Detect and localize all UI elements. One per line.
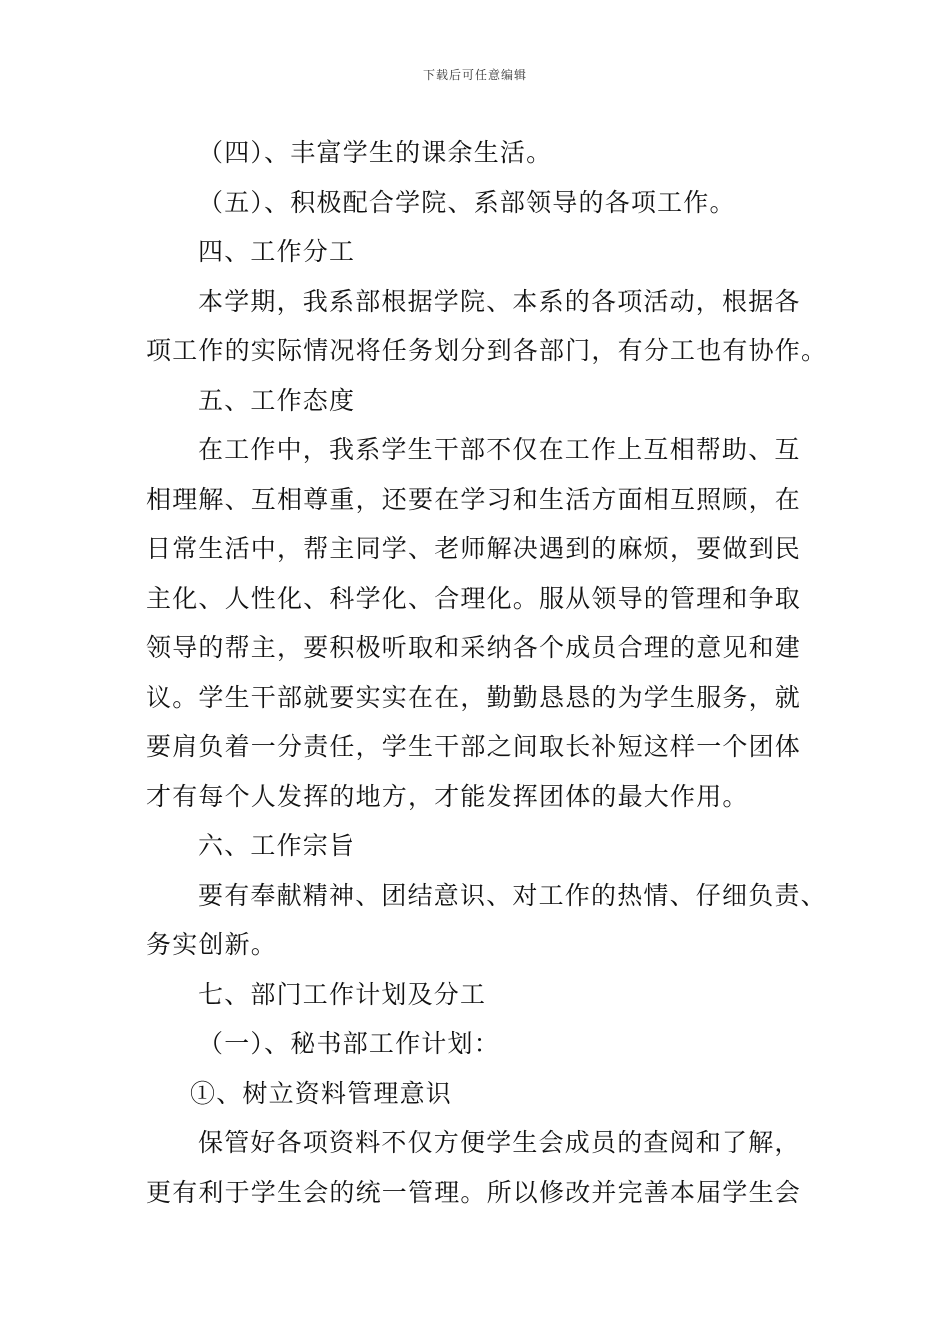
paragraph-line: 领导的帮主，要积极听取和采纳各个成员合理的意见和建 bbox=[146, 633, 802, 662]
paragraph-line: 保管好各项资料不仅方便学生会成员的查阅和了解， bbox=[198, 1128, 801, 1157]
paragraph-line: 日常生活中，帮主同学、老师解决遇到的麻烦，要做到民 bbox=[146, 534, 802, 563]
paragraph-line: 才有每个人发挥的地方，才能发挥团体的最大作用。 bbox=[146, 781, 749, 811]
text-line: （四）、丰富学生的课余生活。 bbox=[198, 138, 553, 167]
paragraph-line: 本学期，我系部根据学院、本系的各项活动，根据各 bbox=[198, 286, 801, 316]
section-heading: 六、工作宗旨 bbox=[198, 831, 356, 860]
section-heading: 五、工作态度 bbox=[198, 385, 356, 415]
section-heading: 四、工作分工 bbox=[198, 237, 356, 266]
paragraph-line: 主化、人性化、科学化、合理化。服从领导的管理和争取 bbox=[146, 583, 802, 613]
paragraph-line: 相理解、互相尊重，还要在学习和生活方面相互照顾，在 bbox=[146, 484, 802, 514]
paragraph-line: 议。学生干部就要实实在在，勤勤恳恳的为学生服务，就 bbox=[146, 682, 802, 712]
text-line: （五）、积极配合学院、系部领导的各项工作。 bbox=[198, 187, 736, 217]
paragraph-line: 要有奉献精神、团结意识、对工作的热情、仔细负责、 bbox=[198, 880, 827, 910]
page-header: 下载后可任意编辑 bbox=[422, 68, 527, 82]
paragraph-line: 务实创新。 bbox=[146, 930, 278, 959]
paragraph-line: 在工作中，我系学生干部不仅在工作上互相帮助、互 bbox=[198, 435, 801, 464]
paragraph-line: 更有利于学生会的统一管理。所以修改并完善本届学生会 bbox=[146, 1177, 802, 1207]
subsection-heading: （一）、秘书部工作计划： bbox=[198, 1029, 500, 1058]
paragraph-line: 项工作的实际情况将任务划分到各部门，有分工也有协作。 bbox=[146, 336, 828, 365]
section-heading: 七、部门工作计划及分工 bbox=[198, 979, 487, 1009]
document-body bbox=[146, 128, 828, 1217]
paragraph-line: 要肩负着一分责任，学生干部之间取长补短这样一个团体 bbox=[146, 732, 802, 761]
item-heading: ①、树立资料管理意识 bbox=[190, 1078, 453, 1108]
